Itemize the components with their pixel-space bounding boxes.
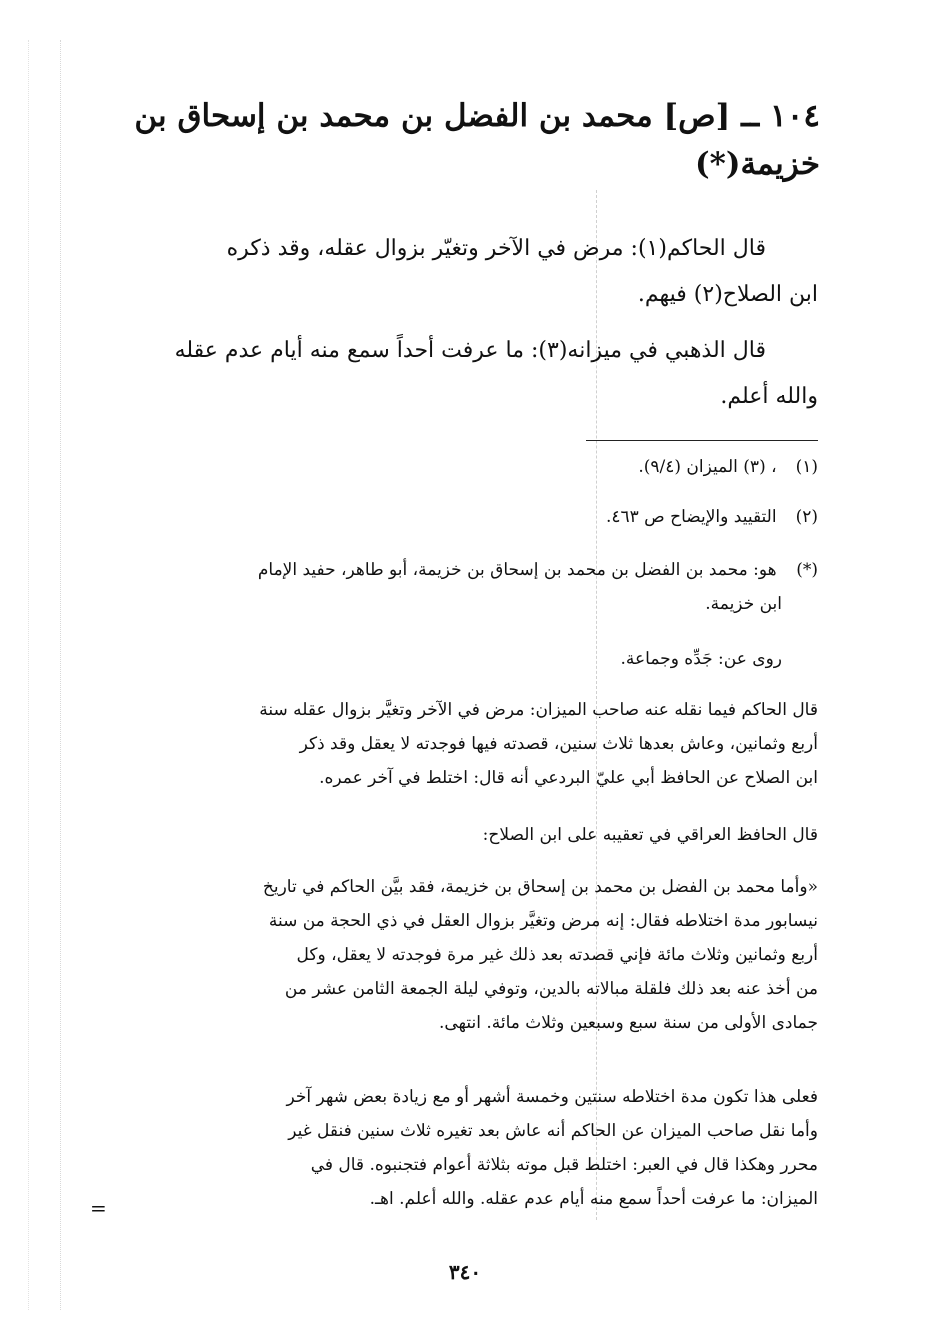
text-line: ابن الصلاح عن الحافظ أبي عليّ البردعي أنه قال: اختلط في آخر عمره.	[319, 768, 818, 788]
text-line: نيسابور مدة اختلاطه فقال: إنه مرض وتغيَّر بزوال العقل في ذي الحجة من سنة	[268, 911, 818, 931]
footnote-text: ، (٣) الميزان (٩/٤).	[638, 457, 777, 477]
text-line: روى عن: جَدِّه وجماعة.	[620, 649, 782, 669]
text-line: وأما نقل صاحب الميزان عن الحاكم أنه عاش بعد تغيره ثلاث سنين فنقل غير	[288, 1121, 818, 1141]
iraqi-intro	[112, 818, 818, 852]
footnote-marker: (*)	[796, 560, 818, 580]
text-line: والله أعلم.	[720, 384, 818, 409]
text-line: أربع وثمانين، وعاش بعدها ثلاث سنين، قصدته فيها فوجدته لا يعقل وقد ذكر	[299, 734, 818, 754]
text-line: قال الذهبي في ميزانه(٣): ما عرفت أحداً سمع منه أيام عدم عقله	[174, 338, 766, 363]
text-line: الميزان: ما عرفت أحداً سمع منه أيام عدم عقله. والله أعلم. اهـ.	[369, 1189, 818, 1209]
narrated-from	[112, 642, 818, 676]
text-line: فعلى هذا تكون مدة اختلاطه سنتين وخمسة أشهر أو مع زيادة بعض شهر آخر	[286, 1087, 818, 1107]
scan-edge-dots	[60, 40, 61, 1310]
scan-edge-dots	[28, 40, 29, 1310]
footnote-separator	[586, 440, 818, 441]
text-line: «وأما محمد بن الفضل بن محمد بن إسحاق بن خزيمة، فقد بيَّن الحاكم في تاريخ	[262, 877, 818, 897]
footnote-text: ابن خزيمة.	[705, 594, 782, 614]
hakim-paragraph	[112, 693, 818, 795]
iraqi-quote	[112, 870, 818, 1040]
heading-line: ١٠٤ ــ [ص] محمد بن الفضل بن محمد بن إسحاق بن	[134, 98, 820, 134]
text-line: قال الحاكم فيما نقله عنه صاحب الميزان: مرض في الآخر وتغيَّر بزوال عقله سنة	[259, 700, 818, 720]
footnote-2	[112, 500, 818, 534]
conclusion-paragraph	[112, 1080, 818, 1216]
footnote-marker: (١)	[795, 457, 818, 477]
entry-heading	[110, 92, 820, 188]
main-paragraph	[115, 328, 818, 420]
footnote-1	[112, 450, 818, 484]
text-line: قال الحافظ العراقي في تعقيبه على ابن الصلاح:	[482, 825, 818, 845]
text-line: أربع وثمانين وثلاث مائة فإني قصدته بعد ذلك غير مرة فوجدته لا يعقل، وكل	[296, 945, 818, 965]
heading-line: خزيمة(*)	[695, 146, 820, 182]
footnote-text: التقييد والإيضاح ص ٤٦٣.	[605, 507, 777, 527]
text-line: جمادى الأولى من سنة سبع وسبعين وثلاث مائة. انتهى.	[438, 1013, 818, 1033]
main-paragraph	[115, 226, 818, 318]
continuation-mark: =	[90, 1196, 107, 1220]
text-line: قال الحاكم(١): مرض في الآخر وتغيّر بزوال عقله، وقد ذكره	[226, 236, 766, 261]
text-line: ابن الصلاح(٢) فيهم.	[637, 282, 818, 307]
page-number: ٣٤٠	[448, 1260, 482, 1284]
footnote-marker: (٢)	[795, 507, 818, 527]
footnote-biography	[112, 553, 818, 621]
footnote-text: هو: محمد بن الفضل بن محمد بن إسحاق بن خزيمة، أبو طاهر، حفيد الإمام	[257, 560, 777, 580]
text-line: محرر وهكذا قال في العبر: اختلط قبل موته بثلاثة أعوام فتجنبوه. قال في	[310, 1155, 818, 1175]
text-line: من أخذ عنه بعد ذلك فلقلة مبالاته بالدين، وتوفي ليلة الجمعة الثامن عشر من	[284, 979, 818, 999]
